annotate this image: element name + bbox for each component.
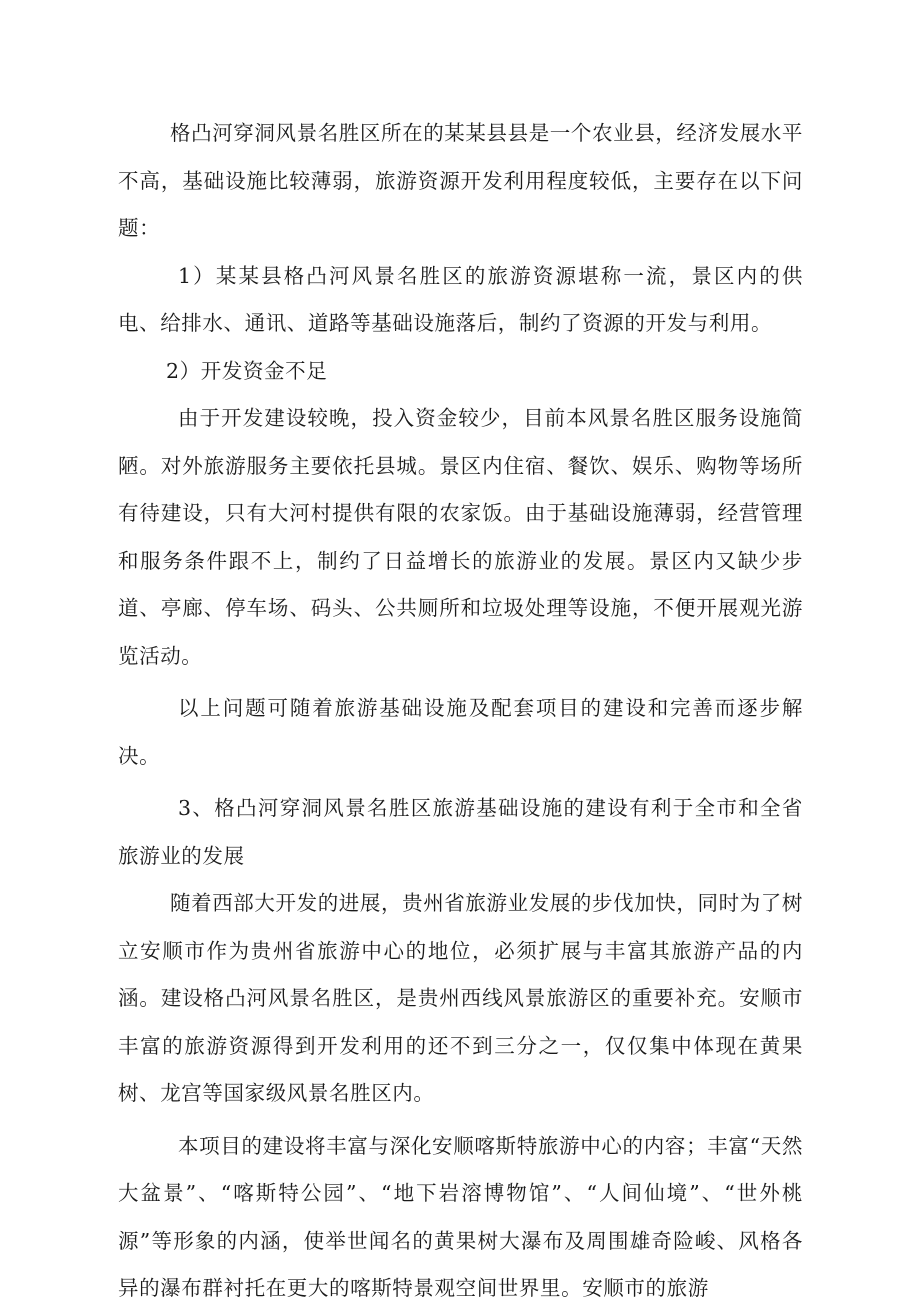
paragraph-intro: 格凸河穿洞风景名胜区所在的某某县县是一个农业县，经济发展水平不高，基础设施比较薄弱，旅游资源开发利用程度较低，主要存在以下问题： bbox=[118, 121, 803, 240]
document-body bbox=[118, 110, 803, 1313]
paragraph-item-3-heading: 3、格凸河穿洞风景名胜区旅游基础设施的建设有利于全市和全省旅游业的发展 bbox=[118, 796, 803, 868]
paragraph-resolution: 以上问题可随着旅游基础设施及配套项目的建设和完善而逐步解决。 bbox=[118, 696, 803, 768]
paragraph-project-impact: 本项目的建设将丰富与深化安顺喀斯特旅游中心的内容；丰富“天然大盆景”、“喀斯特公园”、“地下岩溶博物馆”、“人间仙境”、“世外桃源”等形象的内涵，使举世闻名的黄果树大瀑布及周围雄奇险峻、风格各异的瀑布群衬托在更大的喀斯特景观空间世界里。安顺市的旅游 bbox=[118, 1133, 803, 1300]
paragraph-item-1: 1）某某县格凸河风景名胜区的旅游资源堪称一流，景区内的供电、给排水、通讯、道路等基础设施落后，制约了资源的开发与利用。 bbox=[118, 263, 803, 335]
paragraph-funding: 由于开发建设较晚，投入资金较少，目前本风景名胜区服务设施简陋。对外旅游服务主要依托县城。景区内住宿、餐饮、娱乐、购物等场所有待建设，只有大河村提供有限的农家饭。由于基础设施薄弱，经营管理和服务条件跟不上，制约了日益增长的旅游业的发展。景区内又缺少步道、亭廊、停车场、码头、公共厕所和垃圾处理等设施，不便开展观光游览活动。 bbox=[118, 406, 803, 668]
paragraph-item-2-heading: 2）开发资金不足 bbox=[166, 358, 328, 383]
paragraph-western-development: 随着西部大开发的进展，贵州省旅游业发展的步伐加快，同时为了树立安顺市作为贵州省旅游中心的地位，必须扩展与丰富其旅游产品的内涵。建设格凸河风景名胜区，是贵州西线风景旅游区的重要补充。安顺市丰富的旅游资源得到开发利用的还不到三分之一，仅仅集中体现在黄果树、龙宫等国家级风景名胜区内。 bbox=[118, 891, 803, 1105]
